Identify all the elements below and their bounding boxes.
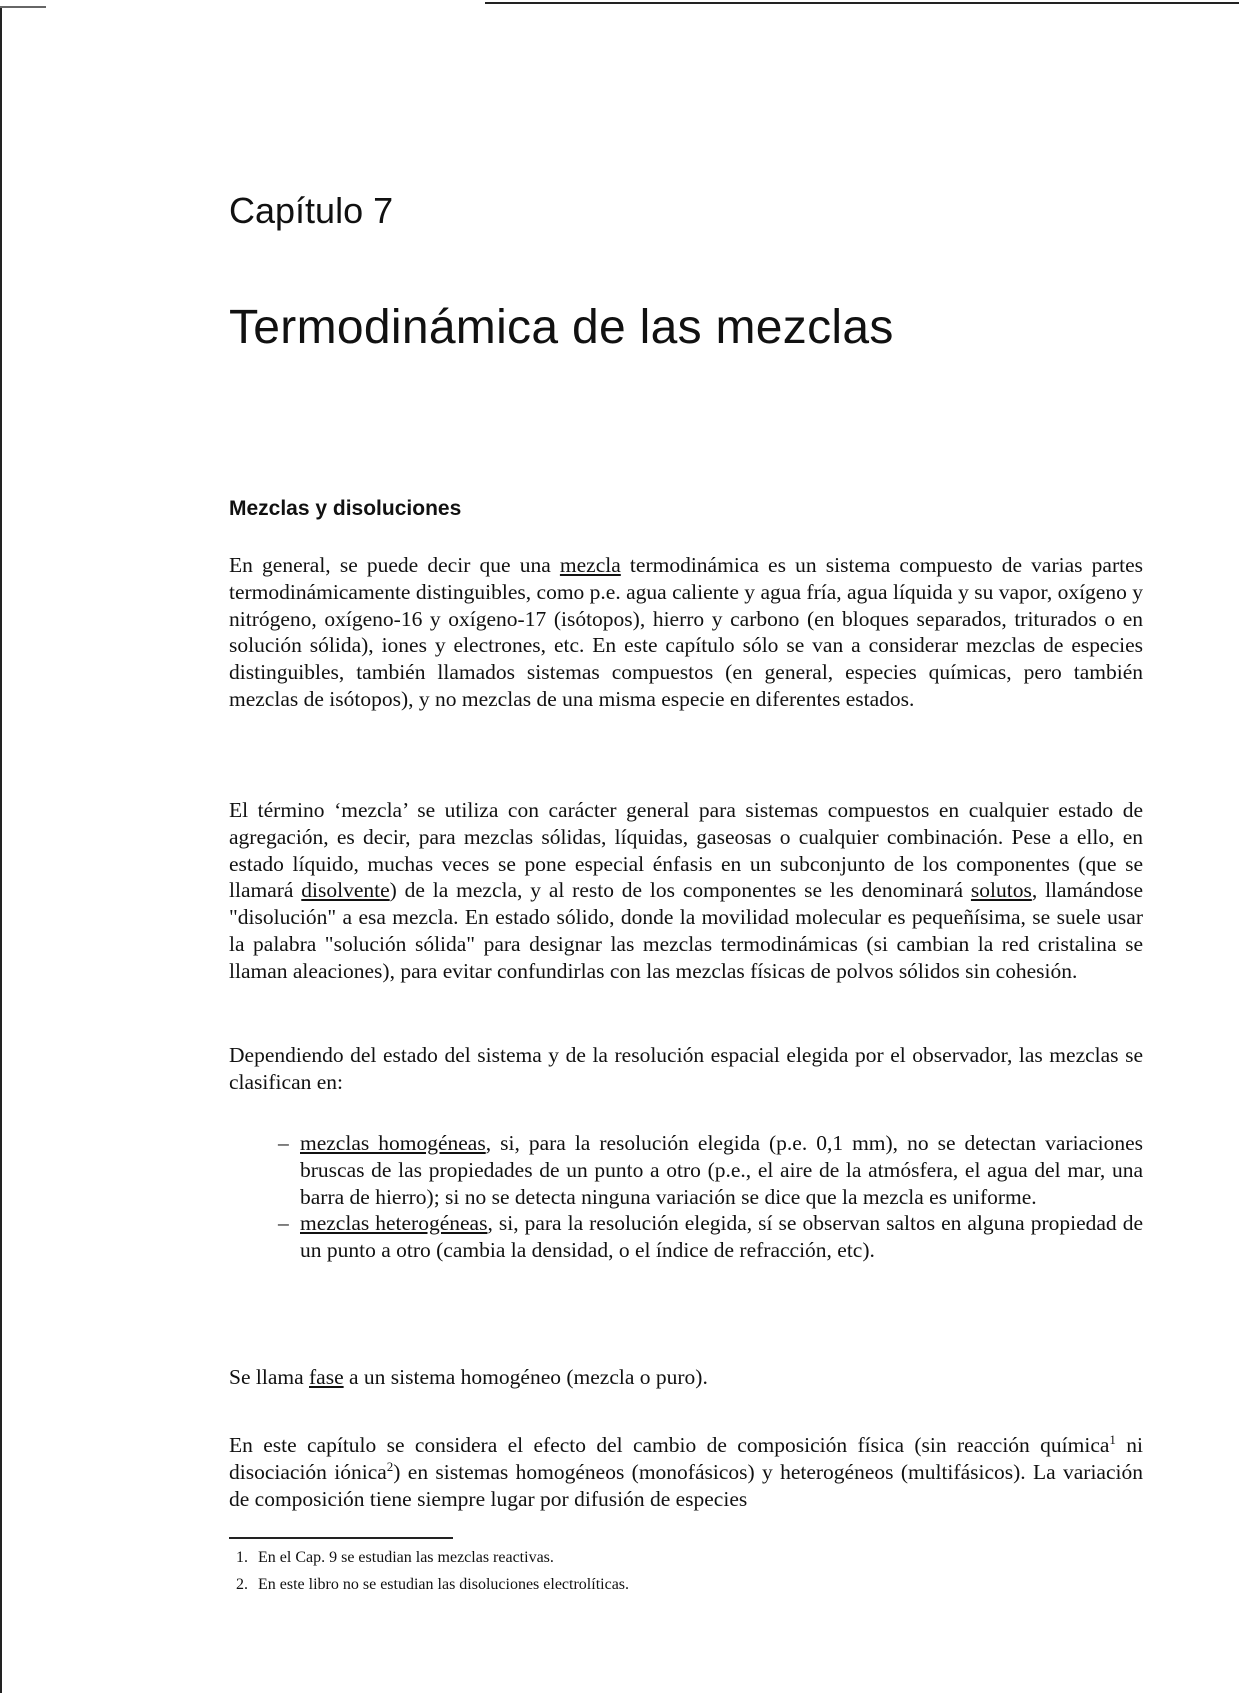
text-run: , llamándose "disolución" a esa mezcla. En estado sólido, donde la movilidad molecular es pequeñísima, se suele usar la palabra "solución sólida" para designar las mezclas termodinámicas (si cambian la red cristalina se llaman aleaciones), para evitar confundirlas con las mezclas físicas de polvos sólidos sin cohesión. [229, 878, 1143, 983]
underlined-term: fase [309, 1365, 344, 1389]
paragraph [229, 1364, 1143, 1391]
text-run: , si, para la resolución elegida, sí se observan saltos en alguna propiedad de un punto a otro (cambia la densidad, o el índice de refracción, etc). [300, 1211, 1143, 1263]
footnote [236, 1549, 554, 1567]
underlined-term: mezclas heterogéneas [300, 1211, 488, 1236]
text-run: Se llama [229, 1365, 310, 1389]
paragraph [229, 552, 1143, 713]
scan-top-edge [485, 2, 1239, 4]
paragraph [229, 1042, 1143, 1096]
text-run: Dependiendo del estado del sistema y de la resolución espacial elegida por el observador, las mezclas se clasifican en: [229, 1043, 1143, 1094]
footnote-text: En este libro no se estudian las disoluciones electrolíticas. [258, 1576, 630, 1593]
underlined-term: disolvente [301, 878, 390, 903]
footnote-number: 2. [236, 1576, 248, 1593]
footnote-rule [229, 1537, 453, 1539]
text-run: ni disociación iónica [229, 1433, 1143, 1484]
text-run: En general, se puede decir que una [229, 553, 560, 577]
footnote [236, 1576, 629, 1594]
text-run: El término ‘mezcla’ se utiliza con carácter general para sistemas compuestos en cualquier estado de agregación, es decir, para mezclas sólidas, líquidas, gaseosas o cualquier combinación. Pese a ello, en estado líquido, muchas veces se pone especial énfasis en un subconjunto de los componentes (que se llamará [229, 798, 1143, 903]
footnote-number: 1. [236, 1549, 248, 1566]
text-run: ) de la mezcla, y al resto de los componentes se les denominará [389, 878, 971, 903]
footnote-ref: 1 [1109, 1431, 1116, 1447]
footnote-ref: 2 [386, 1458, 394, 1474]
list-item [278, 1210, 1143, 1264]
list-item-text [300, 1211, 1143, 1262]
paragraph [229, 1432, 1143, 1512]
chapter-title: Termodinámica de las mezclas [229, 301, 894, 354]
text-run: En este capítulo se considera el efecto del cambio de composición física (sin reacción química [229, 1433, 1110, 1457]
chapter-label: Capítulo 7 [229, 190, 394, 231]
underlined-term: mezclas homogéneas [300, 1131, 486, 1155]
list-dash: – [278, 1211, 289, 1236]
section-heading: Mezclas y disoluciones [229, 497, 462, 520]
list-item [278, 1130, 1143, 1210]
paragraph [229, 797, 1143, 985]
underlined-term: solutos [970, 878, 1032, 903]
scan-left-edge [0, 6, 2, 1693]
text-run: a un sistema homogéneo (mezcla o puro). [343, 1365, 708, 1389]
text-run: ) en sistemas homogéneos (monofásicos) y heterogéneos (multifásicos). La variación de composición tiene siempre lugar por difusión de especies [229, 1459, 1143, 1511]
text-run: termodinámica es un sistema compuesto de varias partes termodinámicamente distinguibles, como p.e. agua caliente y agua fría, agua líquida y su vapor, oxígeno y nitrógeno, oxígeno-16 y oxígeno-17 (isótopos), hierro y carbono (en bloques separados, triturados o en solución sólida), iones y electrones, etc. En este capítulo sólo se van a considerar mezclas de especies distinguibles, también llamados sistemas compuestos (en general, especies químicas, pero también mezclas de isótopos), y no mezclas de una misma especie en diferentes estados. [229, 553, 1143, 711]
underlined-term: mezcla [559, 553, 621, 577]
footnote-text: En el Cap. 9 se estudian las mezclas reactivas. [258, 1549, 554, 1566]
text-run: , si, para la resolución elegida (p.e. 0,1 mm), no se detectan variaciones bruscas de las propiedades de un punto a otro (p.e., el aire de la atmósfera, el agua del mar, una barra de hierro); si no se detecta ninguna variación se dice que la mezcla es uniforme. [300, 1131, 1144, 1209]
classification-list [278, 1130, 1143, 1264]
list-dash: – [278, 1131, 289, 1155]
list-item-text [300, 1131, 1143, 1209]
scan-top-left-edge [0, 6, 46, 8]
